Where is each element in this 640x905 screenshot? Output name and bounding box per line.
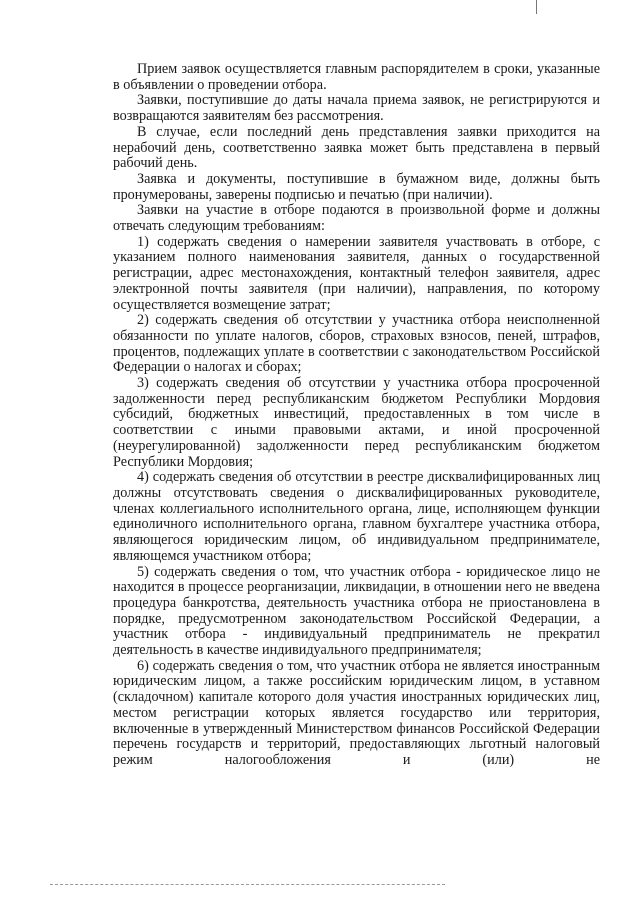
paragraph-requirement-6: 6) содержать сведения о том, что участник отбора не является иностранным юридическим лицом, а также российским юридическим лицом, в уставном (складочном) капитале которого доля участия иностранных юридических лиц, местом регистрации которых является государство или территория, включенные в утвержденный Министерством финансов Российской Федерации перечень государств и территорий, предоставляющих льготный налоговый режим налогообложения и (или) не [113, 657, 600, 768]
paragraph-requirement-5: 5) содержать сведения о том, что участник отбора - юридическое лицо не находится в процессе реорганизации, ликвидации, в отношении него не введена процедура банкротства, деятельность участника отбора не приостановлена в порядке, предусмотренном законодательством Российской Федерации, а участник отбора - индивидуальный предприниматель не прекратил деятельность в качестве индивидуального предпринимателя; [113, 563, 600, 659]
paragraph-requirement-1: 1) содержать сведения о намерении заявителя участвовать в отборе, с указанием полного наименования заявителя, данных о государственной регистрации, адрес местонахождения, контактный телефон заявителя, адрес электронной почты заявителя (при наличии), направления, по которому осуществляется возмещение затрат; [113, 233, 600, 313]
paragraph-paper-documents: Заявка и документы, поступившие в бумажном виде, должны быть пронумерованы, заверены подписью и печатью (при наличии). [113, 170, 600, 203]
paragraph-nonworking-day: В случае, если последний день представления заявки приходится на нерабочий день, соответственно заявка может быть представлена в первый рабочий день. [113, 123, 600, 172]
paragraph-requirement-4: 4) содержать сведения об отсутствии в реестре дисквалифицированных лиц должны отсутствовать сведения о дисквалифицированных руководителе, членах коллегиального исполнительного органа, лице, исполняющем функции единоличного исполнительного органа, главном бухгалтере участника отбора, являющегося юридическим лицом, об индивидуальном предпринимателе, являющемся участником отбора; [113, 469, 600, 564]
document-body [113, 62, 600, 769]
paragraph-requirements-intro: Заявки на участие в отборе подаются в произвольной форме и должны отвечать следующим требованиям: [113, 202, 600, 235]
paragraph-requirement-2: 2) содержать сведения об отсутствии у участника отбора неисполненной обязанности по уплате налогов, сборов, страховых взносов, пеней, штрафов, процентов, подлежащих уплате в соответствии с законодательством Российской Федерации о налогах и сборах; [113, 312, 600, 376]
scan-mark [536, 0, 537, 14]
paragraph-application-terms: Прием заявок осуществляется главным распорядителем в сроки, указанные в объявлении о проведении отбора. [113, 61, 600, 93]
page-bottom-rule [50, 884, 445, 885]
paragraph-requirement-3: 3) содержать сведения об отсутствии у участника отбора просроченной задолженности перед республиканским бюджетом Республики Мордовия субсидий, бюджетных инвестиций, предоставленных в том числе в соответствии с иными правовыми актами, и иной просроченной (неурегулированной) задолженности перед республиканским бюджетом Республики Мордовия; [113, 375, 600, 470]
paragraph-early-applications: Заявки, поступившие до даты начала приема заявок, не регистрируются и возвращаются заявителям без рассмотрения. [113, 92, 600, 125]
